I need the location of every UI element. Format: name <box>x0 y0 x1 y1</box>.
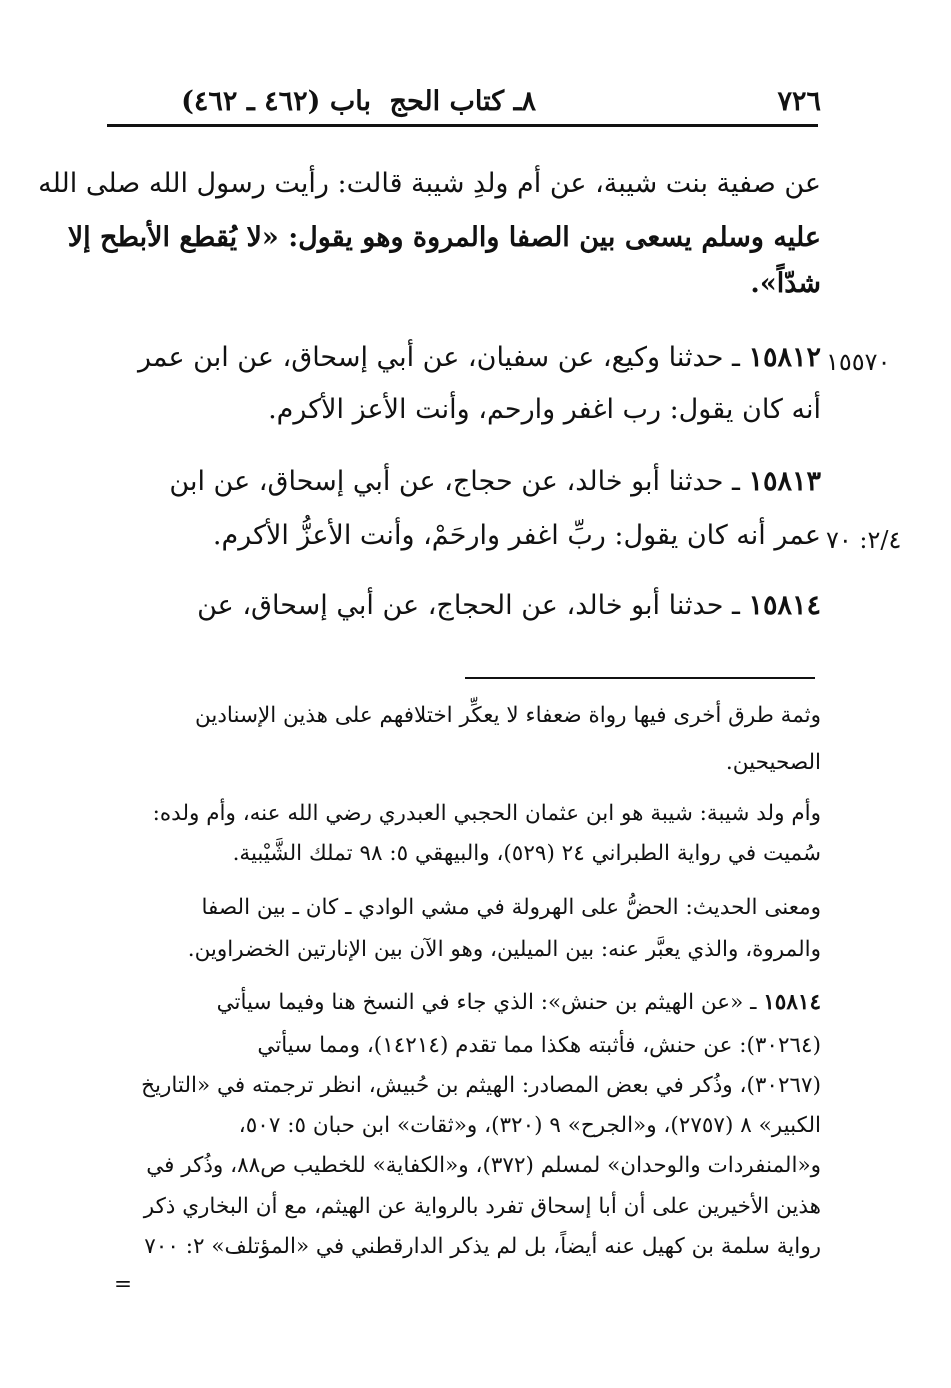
footnote-line: وأم ولد شيبة: شيبة هو ابن عثمان الحجبي العبدري رضي الله عنه، وأم ولده: <box>152 801 821 826</box>
footnote-line: (٣٠٢٦٧)، وذُكر في بعض المصادر: الهيثم بن حُبيش، انظر ترجمته في «التاريخ <box>141 1073 821 1098</box>
footnote-line: (٣٠٢٦٤): عن حنش، فأثبته هكذا مما تقدم (١٤٢١٤)، ومما سيأتي <box>257 1033 821 1058</box>
chapter-heading: باب (٤٦٢ ـ ٤٦٢) <box>181 86 371 117</box>
footnote-line: ومعنى الحديث: الحضُّ على الهرولة في مشي الوادي ـ كان ـ بين الصفا <box>201 895 821 920</box>
hadith-number: ١٥٨١٢ <box>748 342 821 373</box>
header-rule <box>107 124 818 127</box>
footnote-line: سُميت في رواية الطبراني ٢٤ (٥٢٩)، والبيهقي ٥: ٩٨ تملك الشَّيْبية. <box>232 841 821 866</box>
hadith-line: ١٥٨١٤ ـ حدثنا أبو خالد، عن الحجاج، عن أبي إسحاق، عن <box>197 590 821 621</box>
footnote-line: والمروة، والذي يعبَّر عنه: بين الميلين، وهو الآن بين الإنارتين الخضراوين. <box>187 937 821 962</box>
footnote-separator <box>465 677 815 679</box>
intro-line: عن صفية بنت شيبة، عن أم ولدِ شيبة قالت: رأيت رسول الله صلى الله <box>38 168 821 199</box>
footnote-number: ١٥٨١٤ <box>763 990 821 1015</box>
intro-line: شدّاً». <box>750 268 821 299</box>
margin-reference: ١٥٥٧٠ <box>826 348 891 376</box>
margin-reference: ٢/٤: ٧٠ <box>826 526 902 554</box>
hadith-line: ١٥٨١٣ ـ حدثنا أبو خالد، عن حجاج، عن أبي إسحاق، عن ابن <box>169 466 821 497</box>
intro-line: عليه وسلم يسعى بين الصفا والمروة وهو يقول: «لا يُقطع الأبطح إلا <box>67 222 821 253</box>
footnote-line: وثمة طرق أخرى فيها رواة ضعفاء لا يعكِّر اختلافهم على هذين الإسنادين <box>195 703 821 728</box>
footnote-line: رواية سلمة بن كهيل عنه أيضاً، بل لم يذكر الدارقطني في «المؤتلف» ٢: ٧٠٠ <box>144 1234 821 1259</box>
footnote-line: الكبير» ٨ (٢٧٥٧)، و«الجرح» ٩ (٣٢٠)، و«ثقات» ابن حبان ٥: ٥٠٧، <box>238 1113 821 1138</box>
hadith-line: عمر أنه كان يقول: ربِّ اغفر وارحَمْ، وأنت الأعزُّ الأكرم. <box>212 520 821 551</box>
footnote-line: ١٥٨١٤ ـ «عن الهيثم بن حنش»: الذي جاء في النسخ هنا وفيما سيأتي <box>216 990 821 1015</box>
page-number: ٧٢٦ <box>777 86 821 117</box>
footnote-line: هذين الأخيرين على أن أبا إسحاق تفرد بالرواية عن الهيثم، مع أن البخاري ذكر <box>143 1194 821 1219</box>
hadith-line: أنه كان يقول: رب اغفر وارحم، وأنت الأعز الأكرم. <box>268 394 821 425</box>
footnote-line: و«المنفردات والوحدان» لمسلم (٣٧٢)، و«الكفاية» للخطيب ص٨٨، وذُكر في <box>146 1153 821 1178</box>
hadith-line: ١٥٨١٢ ـ حدثنا وكيع، عن سفيان، عن أبي إسحاق، عن ابن عمر <box>137 342 821 373</box>
hadith-number: ١٥٨١٤ <box>748 590 821 621</box>
continuation-mark: = <box>113 1272 132 1297</box>
footnote-line: الصحيحين. <box>725 750 821 775</box>
book-title: ٨ـ كتاب الحج <box>389 86 536 117</box>
hadith-number: ١٥٨١٣ <box>748 466 821 497</box>
